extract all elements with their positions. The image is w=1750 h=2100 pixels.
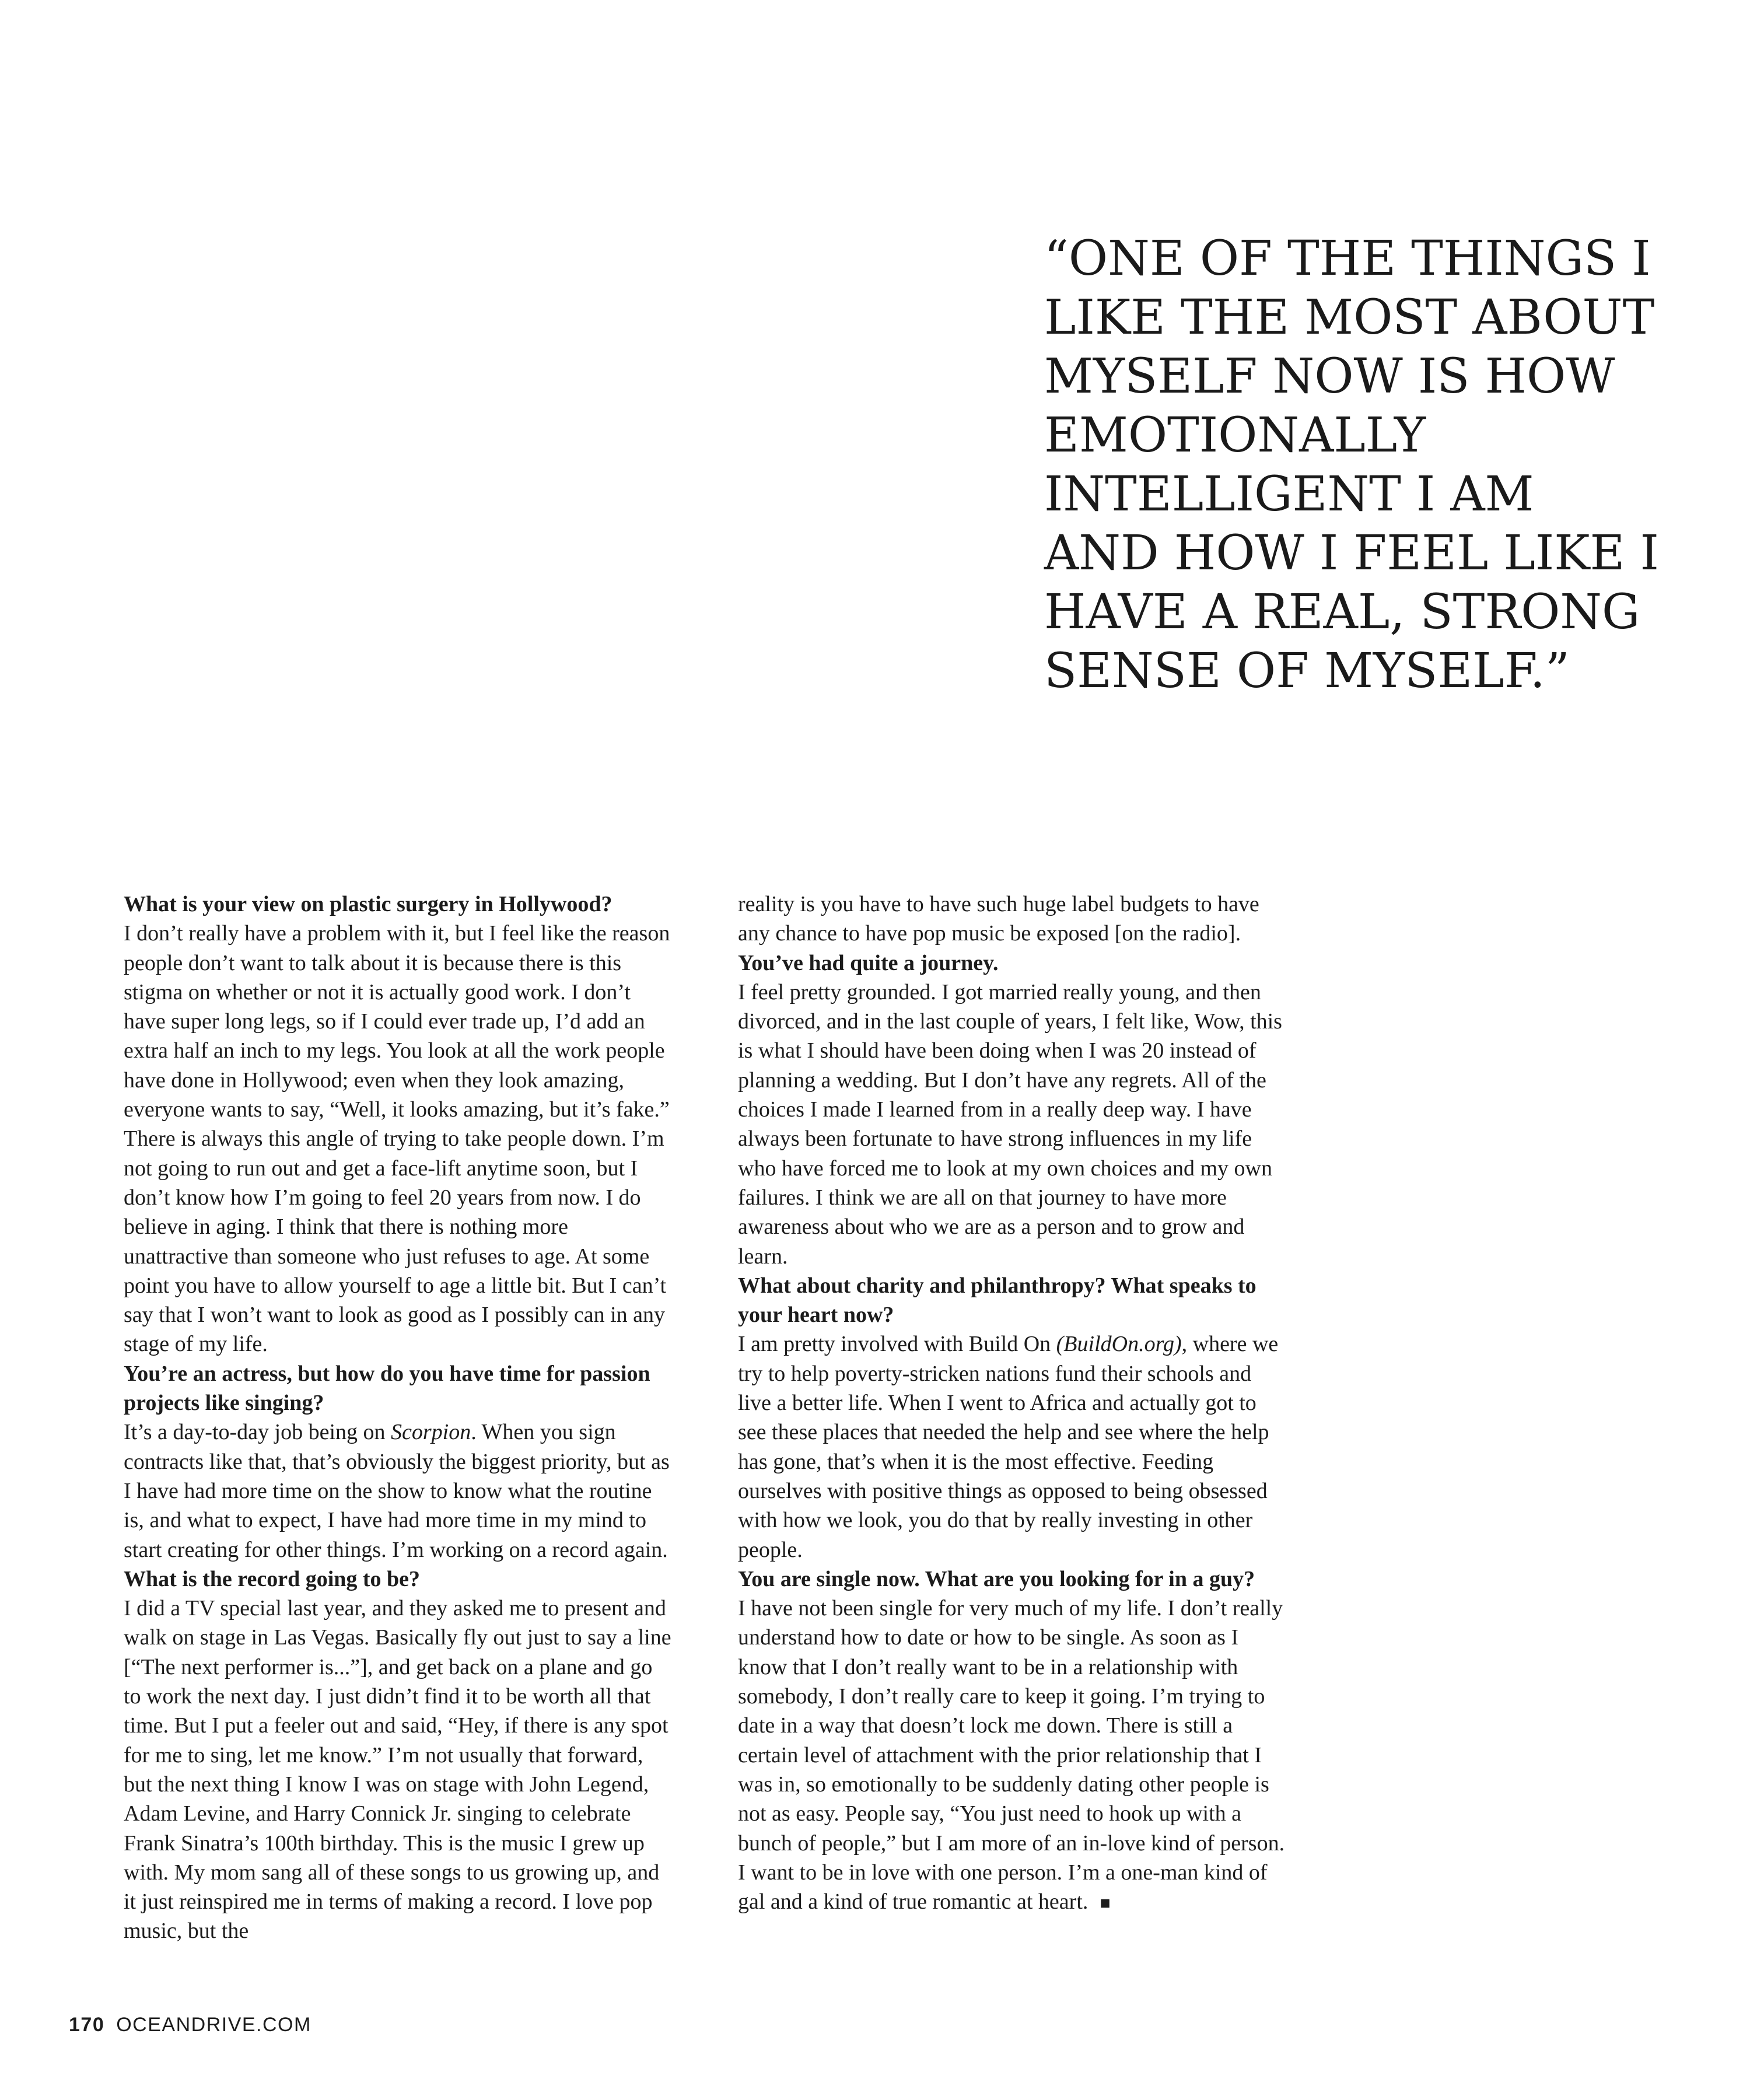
interview-question: What is your view on plastic surgery in Hollywood? <box>124 892 612 916</box>
pull-quote-line: MYSELF NOW IS HOW <box>1044 349 1615 404</box>
site-name: OCEANDRIVE.COM <box>116 2014 312 2036</box>
interview-question: You’ve had quite a journey. <box>738 950 999 975</box>
article-column-right <box>738 890 1286 1918</box>
page-footer <box>69 2014 312 2036</box>
answer-text: I am pretty involved with Build On <box>738 1332 1056 1357</box>
answer-text: I have not been single for very much of my life. I don’t really understand how to date or how to be single. As soon as I know that I don’t really want to be in a relationship with somebody, I don’t really care to keep it going. I’m trying to date in a way that doesn’t lock me down. There is still a certain level of attachment with the prior relationship that I was in, so emotionally to be suddenly dating other people is not as easy. People say, “You just need to hook up with a bunch of people,” but I am more of an in-love kind of person. I want to be in love with one person. I’m a one-man kind of gal and a kind of true romantic at heart. <box>738 1596 1285 1915</box>
pull-quote-line: EMOTIONALLY <box>1044 408 1426 463</box>
answer-text: , where we try to help poverty-stricken nations fund their schools and live a better life. When I went to Africa and actually got to see these places that needed the help and see where the help has gone, that’s when it is the most effective. Feeding ourselves with positive things as opposed to being obsessed with how we look, you do that by really investing in other people. <box>738 1332 1279 1562</box>
interview-answer: I did a TV special last year, and they asked me to present and walk on stage in Las Vegas. Basically fly out just to say a line [“The next performer is...”], and get back on a plane and go to work the next day. I just didn’t find it to be worth all that time. But I put a feeler out and said, “Hey, if there is any spot for me to sing, let me know.” I’m not usually that forward, but the next thing I know I was on stage with John Legend, Adam Levine, and Harry Connick Jr. singing to celebrate Frank Sinatra’s 100th birthday. This is the music I grew up with. My mom sang all of these songs to us growing up, and it just reinspired me in terms of making a record. I love pop music, but the <box>124 1596 671 1944</box>
pull-quote-line: “ONE OF THE THINGS I <box>1044 231 1651 286</box>
interview-answer: I don’t really have a problem with it, but I feel like the reason people don’t want to talk about it is because there is this stigma on whether or not it is actually good work. I don’t have super long legs, so if I could ever trade up, I’d add an extra half an inch to my legs. You look at all the work people have done in Hollywood; even when they look amazing, everyone wants to say, “Well, it looks amazing, but it’s fake.” There is always this angle of trying to take people down. I’m not going to run out and get a face-lift anytime soon, but I don’t know how I’m going to feel 20 years from now. I do believe in aging. I think that there is nothing more unattractive than someone who just refuses to age. At some point you have to allow yourself to age a little bit. But I can’t say that I won’t want to look as good as I possibly can in any stage of my life. <box>124 921 670 1357</box>
interview-answer: I feel pretty grounded. I got married really young, and then divorced, and in the last couple of years, I felt like, Wow, this is what I should have been doing when I was 20 instead of planning a wedding. But I don’t have any regrets. All of the choices I made I learned from in a really deep way. I have always been fortunate to have strong influences in my life who have forced me to look at my own choices and my own failures. I think we are all on that journey to have more awareness about who we are as a person and to grow and learn. <box>738 979 1282 1269</box>
answer-text: . When you sign contracts like that, that’s obviously the biggest priority, but as I have had more time on the show to know what the routine is, and what to expect, I have had more time in my mind to start creating for other things. I’m working on a record again. <box>124 1420 670 1562</box>
interview-answer <box>738 1594 1286 1918</box>
interview-question: What is the record going to be? <box>124 1566 421 1591</box>
end-mark-icon: ■ <box>1100 1894 1111 1913</box>
interview-question: You’re an actress, but how do you have time for passion projects like singing? <box>124 1361 650 1416</box>
interview-answer-continued: reality is you have to have such huge label budgets to have any chance to have pop music be exposed [on the radio]. <box>738 892 1259 946</box>
pull-quote-line: AND HOW I FEEL LIKE I <box>1044 526 1659 581</box>
pull-quote-line: HAVE A REAL, STRONG <box>1044 584 1640 640</box>
answer-text: It’s a day-to-day job being on <box>124 1420 391 1445</box>
interview-question: What about charity and philanthropy? What speaks to your heart now? <box>738 1273 1256 1328</box>
interview-answer <box>738 1329 1286 1564</box>
pull-quote-line: LIKE THE MOST ABOUT <box>1044 290 1655 345</box>
show-title: Scorpion <box>391 1420 471 1445</box>
page-number: 170 <box>69 2014 105 2036</box>
article-column-left <box>124 890 672 1946</box>
interview-question: You are single now. What are you looking for in a guy? <box>738 1566 1255 1591</box>
pull-quote-line: SENSE OF MYSELF.” <box>1044 643 1570 699</box>
pull-quote <box>1044 229 1662 701</box>
interview-answer <box>124 1418 672 1564</box>
pull-quote-line: INTELLIGENT I AM <box>1044 467 1534 522</box>
charity-link: (BuildOn.org) <box>1056 1332 1182 1357</box>
